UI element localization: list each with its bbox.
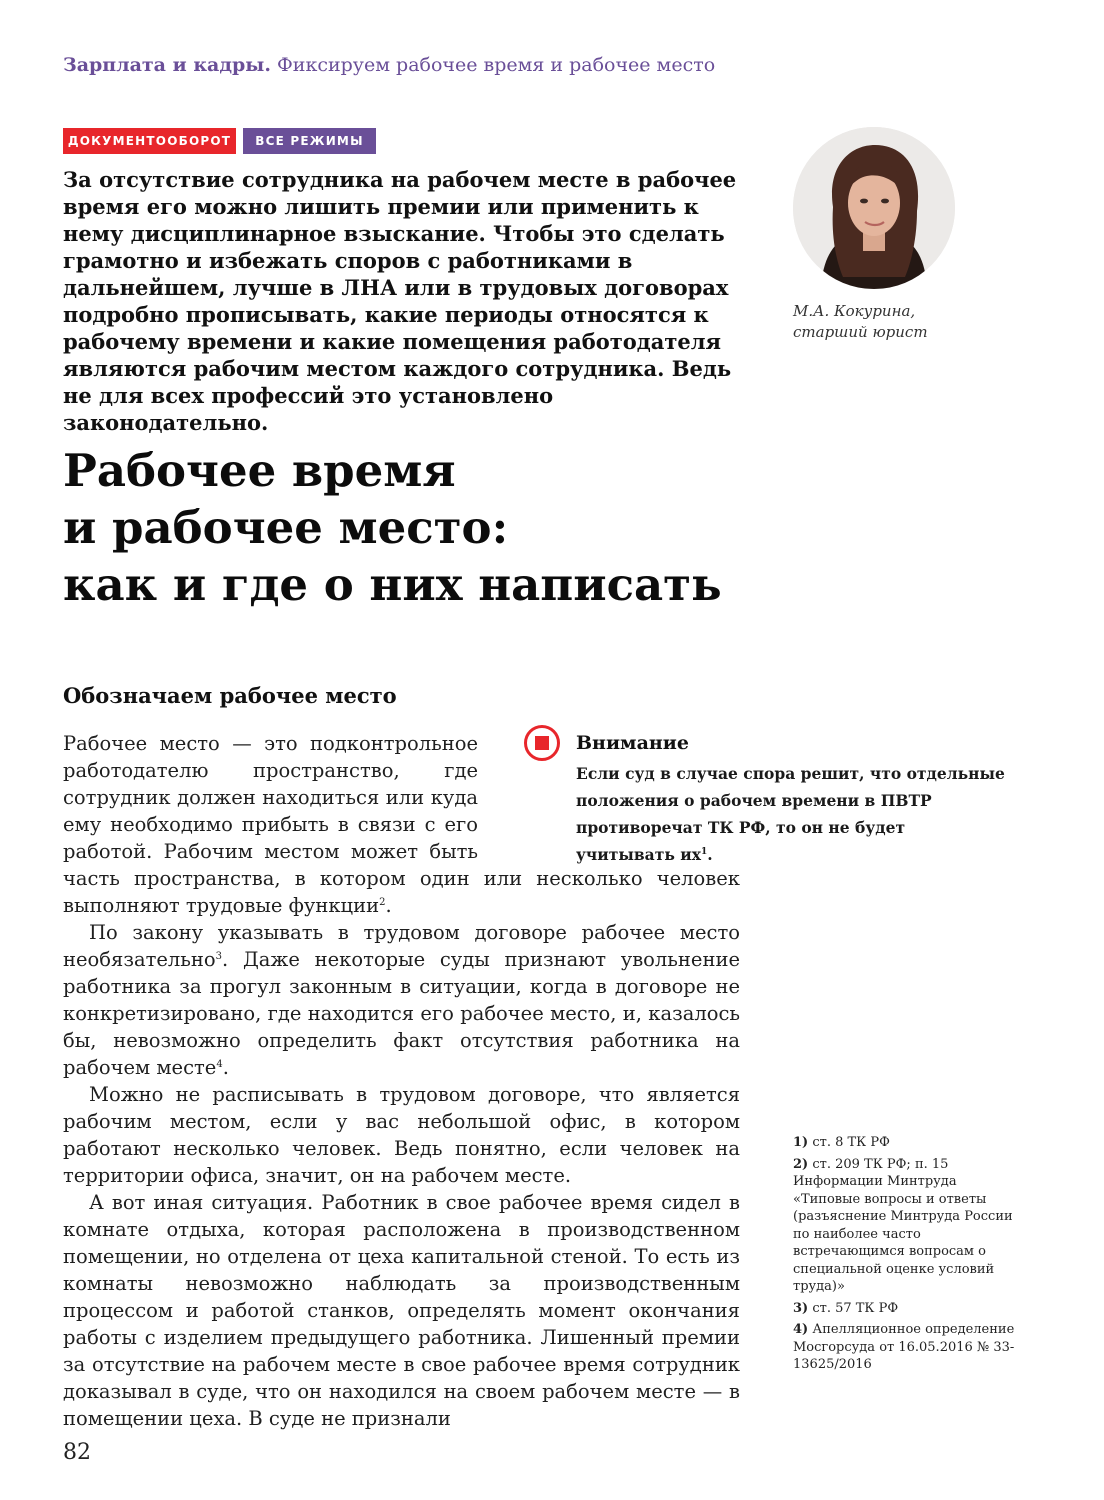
footnote-text: ст. 8 ТК РФ xyxy=(812,1135,890,1150)
body-paragraph-3: Можно не расписывать в трудовом договоре, что является рабочим местом, если у вас небольшой офис, в котором работают несколько человек. Ведь понятно, если человек на территории офиса, значит, он на рабочем месте. xyxy=(63,1083,740,1187)
header-section: Зарплата и кадры. xyxy=(63,54,271,76)
tag-all-regimes: ВСЕ РЕЖИМЫ xyxy=(243,128,376,154)
footnote-text: ст. 209 ТК РФ; п. 15 Информации Минтруда «Типовые вопросы и ответы (разъяснение Минтруда России по наиболее часто встречающимся вопросам о специальной оценке условий труда)» xyxy=(793,1156,1013,1294)
article-body xyxy=(63,730,740,1432)
page-number: 82 xyxy=(63,1440,91,1465)
footnote-4 xyxy=(793,1321,1023,1374)
lead-paragraph: За отсутствие сотрудника на рабочем месте в рабочее время его можно лишить премии или применить к нему дисциплинарное взыскание. Чтобы это сделать грамотно и избежать споров с работниками в дальнейшем, лучше в ЛНА или в трудовых договорах подробно прописывать, какие периоды относятся к рабочему времени и какие помещения работодателя являются рабочим местом каждого сотрудника. Ведь не для всех профессий это установлено законодательно. xyxy=(63,167,737,435)
p2b-text: . Даже некоторые суды признают увольнение работника за прогул законным в ситуации, когда в договоре не конкретизировано, где находится его рабочее место, и, казалось бы, невозможно определить факт отсутствия работника на рабочем месте xyxy=(63,948,740,1079)
article-title xyxy=(63,442,763,613)
footnote-ref-2: 2 xyxy=(379,897,386,908)
tag-document-flow: ДОКУМЕНТООБОРОТ xyxy=(63,128,236,154)
section-subheading: Обозначаем рабочее место xyxy=(63,683,397,708)
footnote-number: 2) xyxy=(793,1156,809,1172)
attention-title: Внимание xyxy=(576,732,689,754)
title-line-1: Рабочее время xyxy=(63,444,456,497)
callout-spacer xyxy=(478,730,740,858)
p2a-text: По закону указывать в трудовом договоре рабочее место необязательно xyxy=(63,921,740,971)
body-paragraph-2 xyxy=(63,919,740,1081)
footnote-3 xyxy=(793,1300,1023,1318)
attention-body: Если суд в случае спора решит, что отдельные положения о рабочем времени в ПВТР противоречат ТК РФ, то он не будет учитывать их xyxy=(576,764,1005,864)
footnote-text: Апелляционное определение Мосгорсуда от 16.05.2016 № 33-13625/2016 xyxy=(793,1322,1015,1372)
footnote-1 xyxy=(793,1134,1023,1152)
p1-text: Рабочее место — это подконтрольное работодателю пространство, где сотрудник должен находиться или куда ему необходимо прибыть в связи с его работой. Рабочим местом может быть часть пространства, в котором один или несколько человек выполняют трудовые функции xyxy=(63,732,740,917)
p1-end: . xyxy=(385,894,392,917)
running-header xyxy=(63,54,715,76)
header-subtitle: Фиксируем рабочее время и рабочее место xyxy=(277,54,716,76)
footnote-ref-3: 3 xyxy=(215,951,223,962)
author-photo xyxy=(793,127,955,289)
author-portrait-icon xyxy=(793,127,955,289)
p2-end: . xyxy=(222,1056,229,1079)
title-line-2: и рабочее место: xyxy=(63,501,509,554)
footnotes xyxy=(793,1134,1023,1378)
attention-footnote-ref: 1 xyxy=(700,847,708,857)
footnote-number: 1) xyxy=(793,1135,809,1150)
footnote-number: 4) xyxy=(793,1322,809,1337)
author-name: М.А. Кокурина, xyxy=(793,302,916,320)
footnote-text: ст. 57 ТК РФ xyxy=(812,1300,899,1316)
footnote-ref-4: 4 xyxy=(216,1059,223,1070)
attention-end: . xyxy=(707,845,713,864)
footnote-number: 3) xyxy=(793,1300,809,1316)
author-caption xyxy=(793,301,928,343)
title-line-3: как и где о них написать xyxy=(63,558,722,611)
footnote-2 xyxy=(793,1156,1023,1296)
body-paragraph-4: А вот иная ситуация. Работник в свое рабочее время сидел в комнате отдыха, которая расположена в производственном помещении, но отделена от цеха капитальной стеной. То есть из комнаты невозможно наблюдать за производственным процессом и работой станков, определять момент окончания работы с изделием предыдущего работника. Лишенный премии за отсутствие на рабочем месте в свое рабочее время сотрудник доказывал в суде, что он находился на своем рабочем месте — в помещении цеха. В суде не признали xyxy=(63,1191,740,1430)
author-role: старший юрист xyxy=(793,323,928,341)
